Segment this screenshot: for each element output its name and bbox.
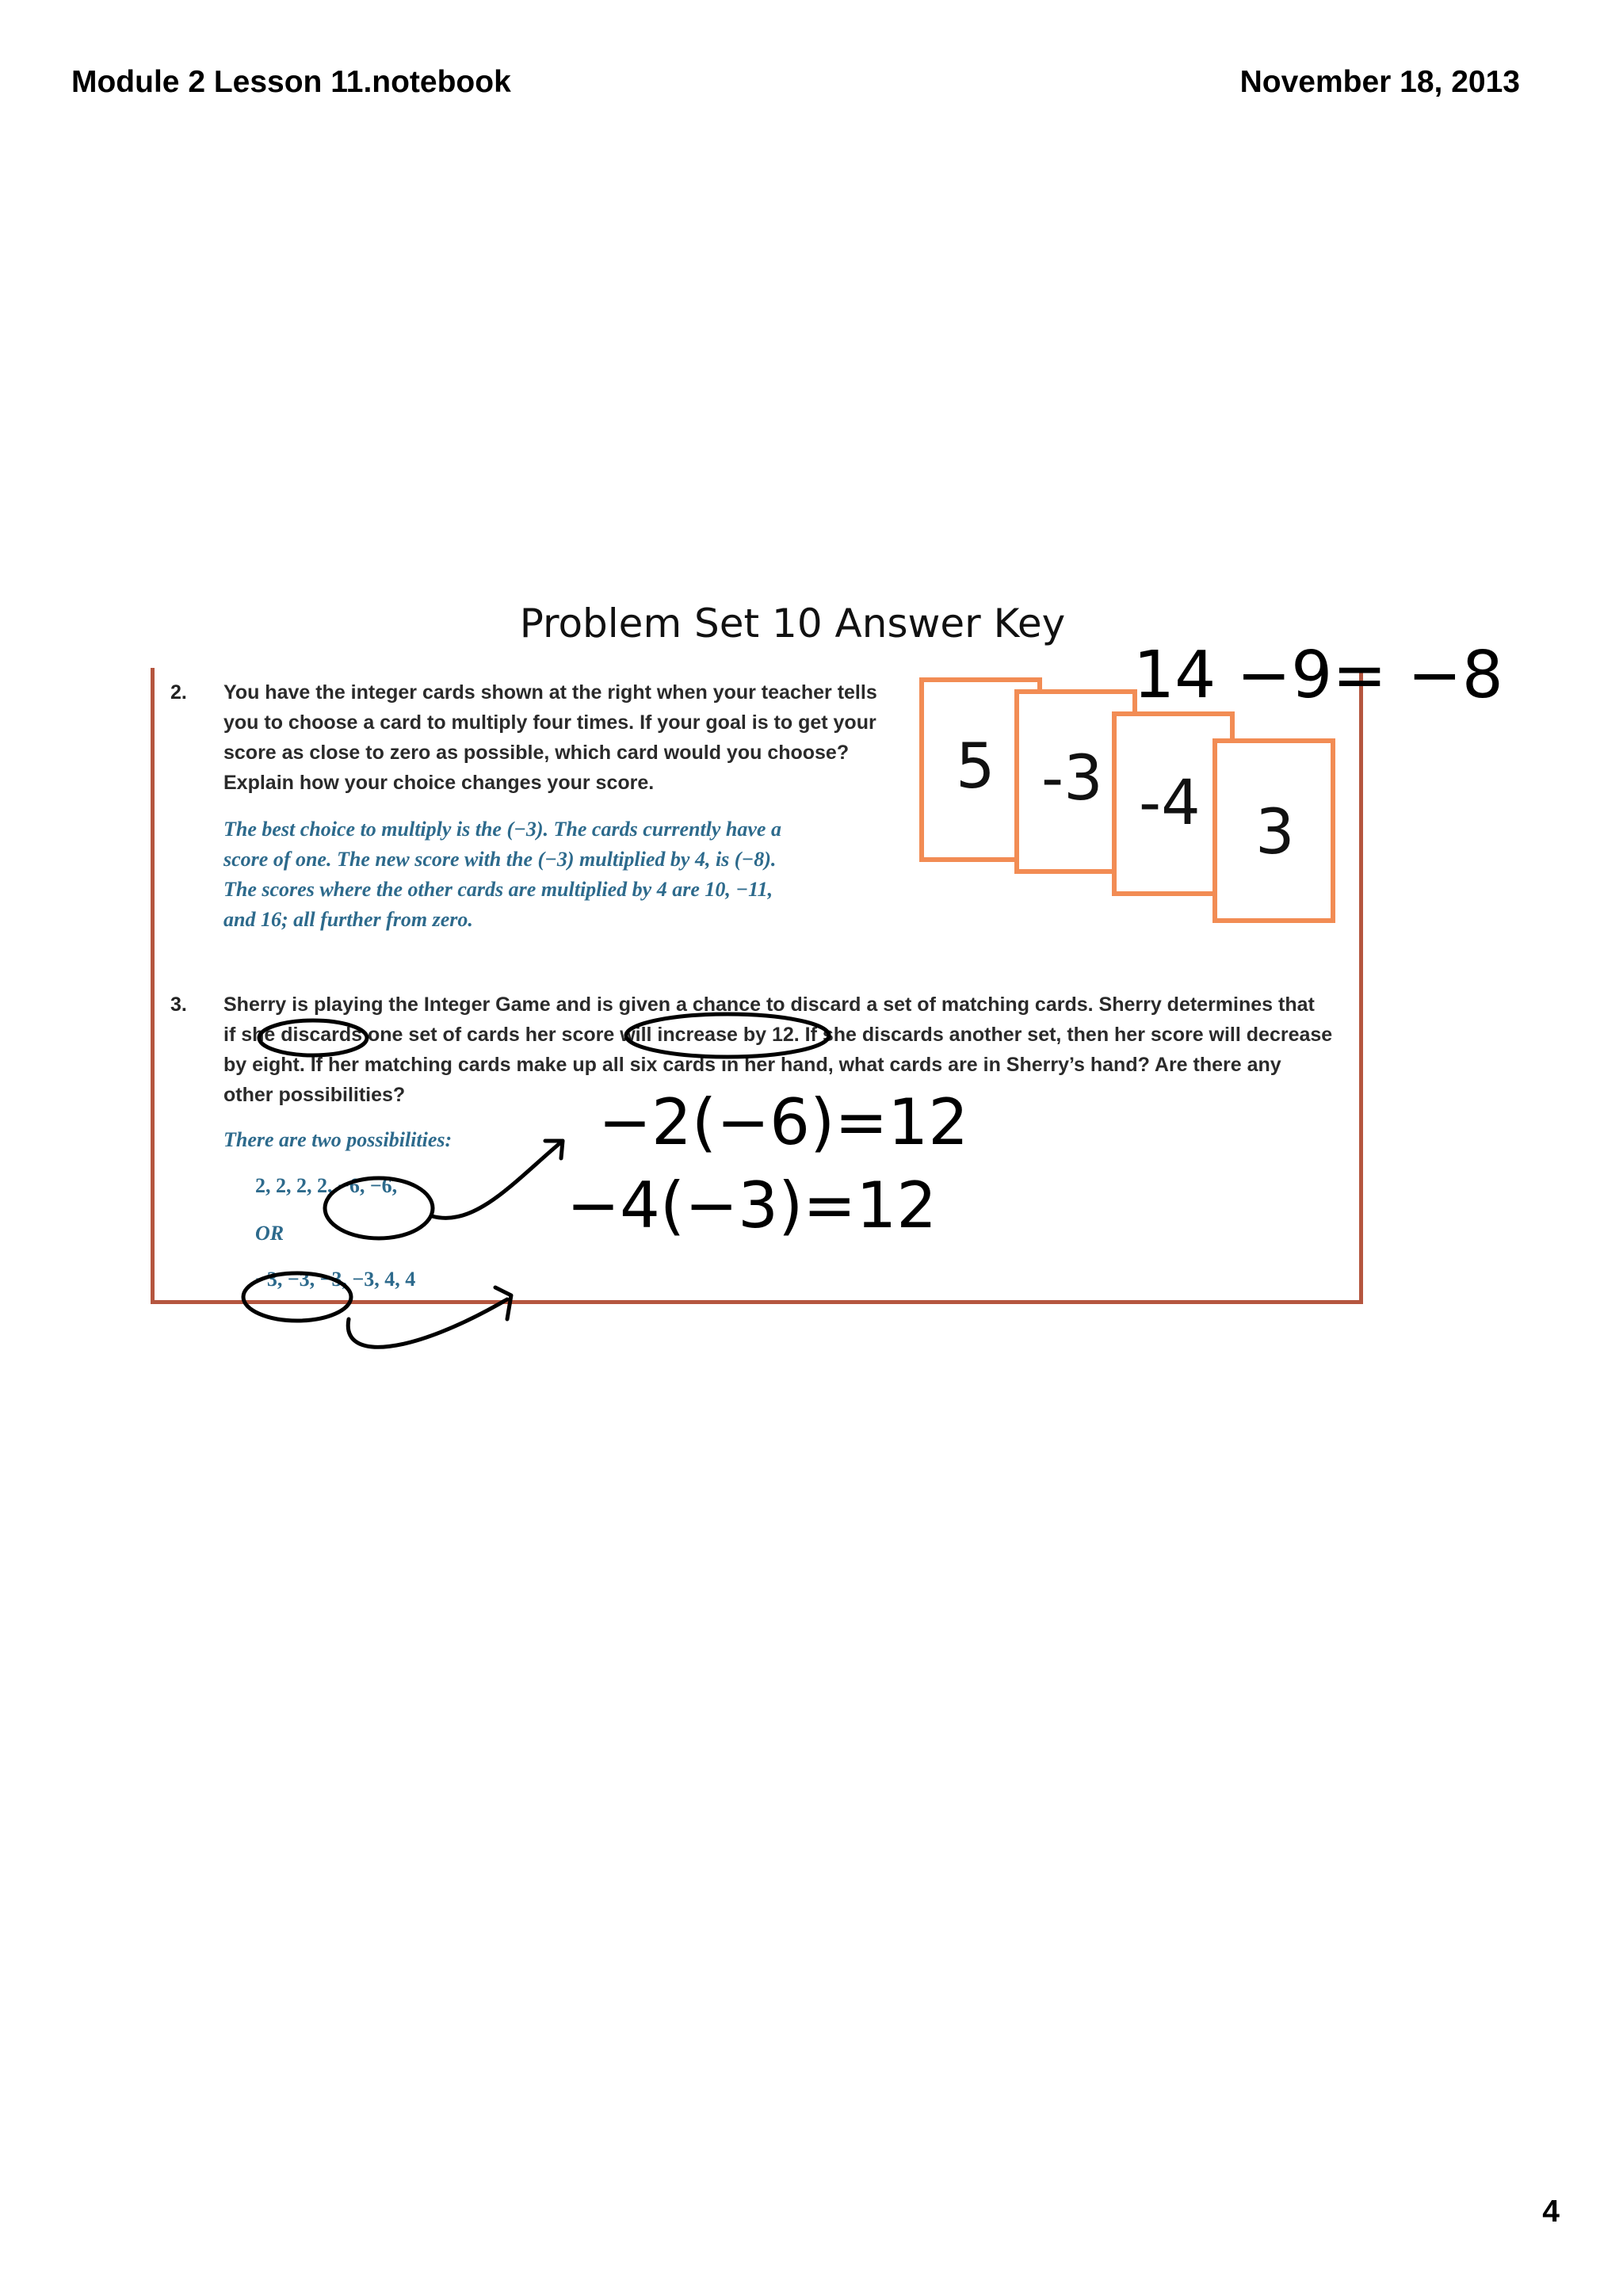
page-title: Problem Set 10 Answer Key <box>519 601 1066 646</box>
handwritten-score-calculation: 14 −9= −8 <box>1133 638 1503 713</box>
problem-2-question-line: Explain how your choice changes your score. <box>223 772 655 794</box>
handwritten-equation-2: −4(−3)=12 <box>567 1169 938 1242</box>
problem-2-answer-line: score of one. The new score with the (−3) multiplied by 4, is (−8). <box>223 848 777 871</box>
circle-negative-sixes-mark <box>325 1178 433 1238</box>
problem-3-question-line: other possibilities? <box>223 1084 406 1106</box>
arrow-to-equation-2-mark <box>348 1299 507 1347</box>
problem-2-question-line: You have the integer cards shown at the right when your teacher tells <box>223 681 877 704</box>
problem-2-answer-line: and 16; all further from zero. <box>223 908 473 931</box>
problem-2-question-line: you to choose a card to multiply four times. If your goal is to get your <box>223 711 876 734</box>
problem-3-answer-intro: There are two possibilities: <box>223 1128 453 1151</box>
circle-increase-by-12-mark <box>626 1014 829 1057</box>
problem-3-question-line: if she discards one set of cards her score will increase by 12. If she discards another set, then her score will decrease <box>223 1024 1333 1046</box>
problem-3-question-line: Sherry is playing the Integer Game and is given a chance to discard a set of matching cards. Sherry determines that <box>223 994 1315 1016</box>
problem-3-number: 3. <box>170 994 187 1016</box>
document-date: November 18, 2013 <box>1239 65 1520 99</box>
problem-3-option-1: 2, 2, 2, 2, −6, −6, <box>255 1174 398 1197</box>
problem-2-answer-line: The scores where the other cards are multiplied by 4 are 10, −11, <box>223 878 773 901</box>
page-number: 4 <box>1542 2195 1560 2229</box>
card-value: 3 <box>1255 797 1295 868</box>
problem-2-answer-line: The best choice to multiply is the (−3). The cards currently have a <box>223 818 781 841</box>
problem-3-or-label: OR <box>255 1222 285 1245</box>
card-value: 5 <box>956 731 995 803</box>
handwritten-equation-1: −2(−6)=12 <box>598 1085 969 1159</box>
problem-3-question-line: by eight. If her matching cards make up all six cards in her hand, what cards are in Sherry’s hand? Are there any <box>223 1054 1281 1076</box>
document-title: Module 2 Lesson 11.notebook <box>71 65 511 99</box>
arrow-to-equation-1-mark <box>432 1141 563 1218</box>
circle-discards-mark <box>259 1020 367 1055</box>
card-value: -3 <box>1041 743 1103 814</box>
card-value: -4 <box>1139 768 1201 839</box>
problem-2-question-line: score as close to zero as possible, which card would you choose? <box>223 742 850 764</box>
problem-3-option-2: −3, −3, −3, −3, 4, 4 <box>255 1268 416 1291</box>
problem-2-number: 2. <box>170 681 187 704</box>
circle-negative-threes-mark <box>243 1273 351 1321</box>
